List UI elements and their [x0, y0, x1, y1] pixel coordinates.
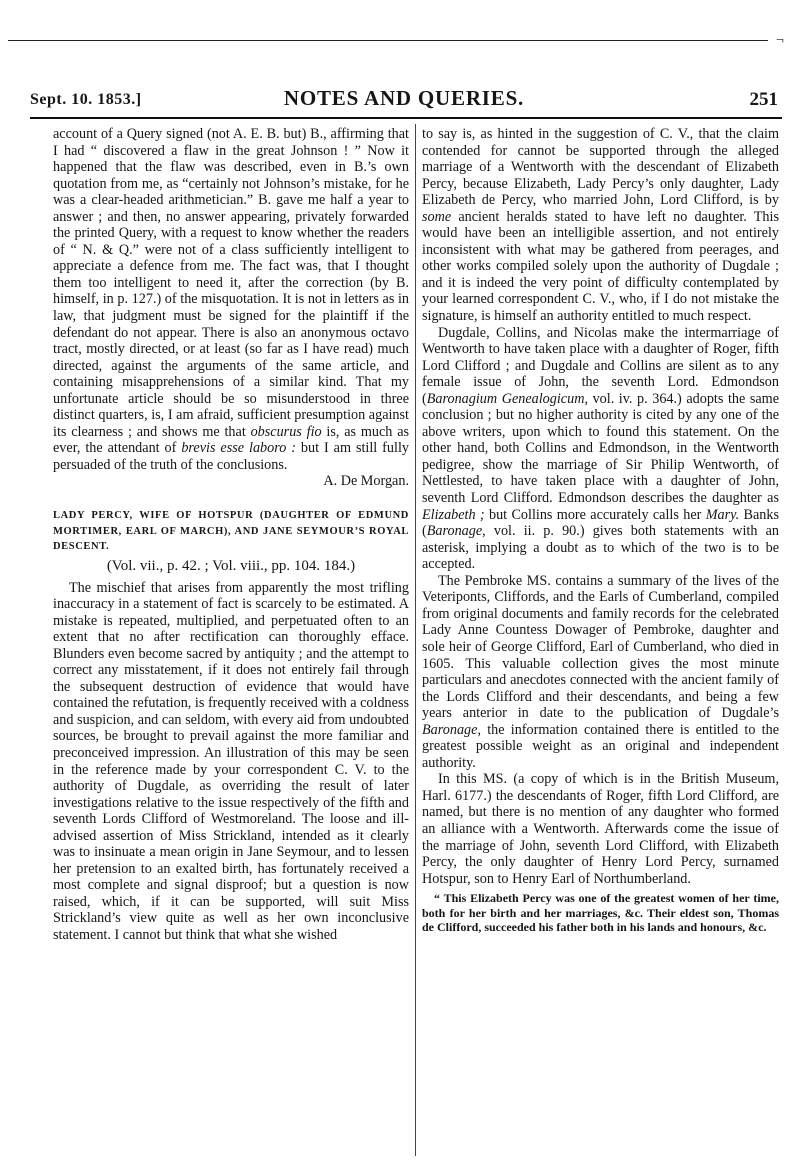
paragraph-pembroke: The Pembroke MS. contains a summary of the lives of the Veteriponts, Cliffords, and the Earls of Cumberland, compiled from original documents and family records for the celebrated Lady Anne Countess Dowager of Pembroke, daughter and sole heir of George Clifford, Earl of Cumberland, who died in 1605. This valuable collection gives the most minute particulars and anecdotes connected with the ancient family of the Lords Clifford and their descendants, and being a few years anterior in date to the publication of Dugdale’s Baronage, the information contained there is entitled to the greatest possible weight as an original and independent authority. [422, 572, 779, 771]
quoted-footnote: “ This Elizabeth Percy was one of the greatest women of her time, both for her birth and her marriages, &c. Their eldest son, Thomas de Clifford, succeeded his father both in his lands and honours, &c. [422, 891, 779, 935]
header-rule [30, 117, 782, 119]
paragraph-claim: to say is, as hinted in the suggestion of C. V., that the claim contended for cannot be supported through the alleged marriage of a Wentworth with the descendant of Elizabeth Percy, because Elizabeth, Lady Percy’s only daughter, Lady Elizabeth de Percy, who married John, Lord Clifford, is by some ancient heralds stated to have left no daughter. This would have been an intelligible assertion, and not entirely inconsistent with what may be gathered from peerages, and other works compiled solely upon the authority of Dugdale ; and it is indeed the very point of difficulty contemplated by your learned correspondent C. V., who, if I do not mistake the signature, is himself an authority entitled to much respect. [422, 126, 779, 325]
article-references: (Vol. vii., p. 42. ; Vol. viii., pp. 104. 184.) [106, 557, 356, 574]
article-paragraph: The mischief that arises from apparently the most trifling inaccuracy in a statement of fact is scarcely to be estimated. A mistake is repeated, multiplied, and perpetuated often to an extent that no after rectification can thoroughly efface. Blunders even become sacred by antiquity ; and the attempt to correct any misstatement, if it does not entirely fail through the subsequent destruction of evidence that would have contained the refutation, is frequently received with a coldness and suspicion, and can seldom, with every aid from undoubted sources, be brought to prevail against the more familiar and preconceived impression. An illustration of this may be seen in the reference made by your correspondent C. V. to the authority of Dugdale, as overriding the result of later investigations relative to the issue respectively of the fifth and seventh Lords Clifford of Westmoreland. The loose and ill-advised assertion of Miss Strickland, intended as it clearly was to insinuate a mean origin in Jane Seymour, and to lessen her pretension to an exalted birth, has fortunately received a most complete and signal disproof; but a question is now raised, which, if it can be supported, will suit Miss Strickland’s view quite as well as her own inconclusive statement. I cannot but think that what she wished [53, 579, 409, 944]
paragraph-dugdale: Dugdale, Collins, and Nicolas make the intermarriage of Wentworth to have taken place with a daughter of Roger, fifth Lord Clifford ; and Dugdale and Collins are silent as to any female issue of John, the seventh Lord. Edmondson (Baronagium Genealogicum, vol. iv. p. 364.) adopts the same conclusion ; but no higher authority is cited by any one of the above writers, upon which to found this statement. On the other hand, both Collins and Edmondson, in the Wentworth pedigree, show the marriage of Sir Philip Wentworth, of Nettlested, to have taken place with a daughter of John, seventh Lord Clifford. Edmondson describes the daughter as Elizabeth ; but Collins more accurately calls her Mary. Banks (Baronage, vol. ii. p. 90.) gives both statements with an asterisk, implying a doubt as to which of the two is to be accepted. [422, 324, 779, 573]
running-header [30, 86, 778, 114]
opening-paragraph: account of a Query signed (not A. E. B. but) B., affirming that I had “ discovered a flaw in the great Johnson ! ” Now it happened that the flaw was described, even in B.’s own quotation from me, as “certainly not Johnson’s mistake, for he was a clear-headed arithmetician.” B. gave me half a year to answer ; and then, no answer appearing, privately forwarded the printed Query, with a request to know whether the readers of “ N. & Q.” were not of a class sufficiently intelligent to appreciate a defence from me. The fact was, that I thought them too intelligent to need it, after the correction (by B. himself, in p. 127.) of the misquotation. It is not in letters as in law, that judgment must be signed for the plaintiff if the defendant do not appear. There is also an anonymous octavo tract, mostly directed, or at least (so far as I have read) much directed, against the arguments of the same article, and containing misapprehensions of a similar kind. That my unfortunate article should be so misunderstood in three distinct quarters, is, I am afraid, sufficient presumption against its clearness ; and shows me that obscurus fio is, as much as ever, the attendant of brevis esse laboro : but I am still fully persuaded of the truth of the conclusions. A. De Morgan. [53, 126, 410, 490]
column-divider [415, 124, 416, 1156]
author-signature: A. De Morgan. [323, 473, 409, 490]
top-rule [8, 40, 768, 41]
right-column [422, 126, 779, 935]
corner-mark: ¬ [776, 33, 784, 48]
page-number: 251 [749, 89, 778, 110]
header-date: Sept. 10. 1853.] [30, 91, 142, 108]
left-column [53, 126, 409, 944]
section-gap [53, 490, 409, 508]
journal-title: NOTES AND QUERIES. [283, 86, 525, 110]
article-title: LADY PERCY, WIFE OF HOTSPUR (DAUGHTER OF EDMUND MORTIMER, EARL OF MARCH), AND JANE SEYMOUR’S ROYAL DESCENT. [53, 510, 409, 553]
paragraph-manuscript: In this MS. (a copy of which is in the British Museum, Harl. 6177.) the descendants of Roger, fifth Lord Clifford, are named, but there is no mention of any daughter who formed an alliance with a Wentworth. Afterwards come the issue of the marriage of John, seventh Lord Clifford, with Elizabeth Percy, the only daughter of Henry Lord Percy, surnamed Hotspur, son to Henry Earl of Northumberland. [422, 771, 779, 887]
